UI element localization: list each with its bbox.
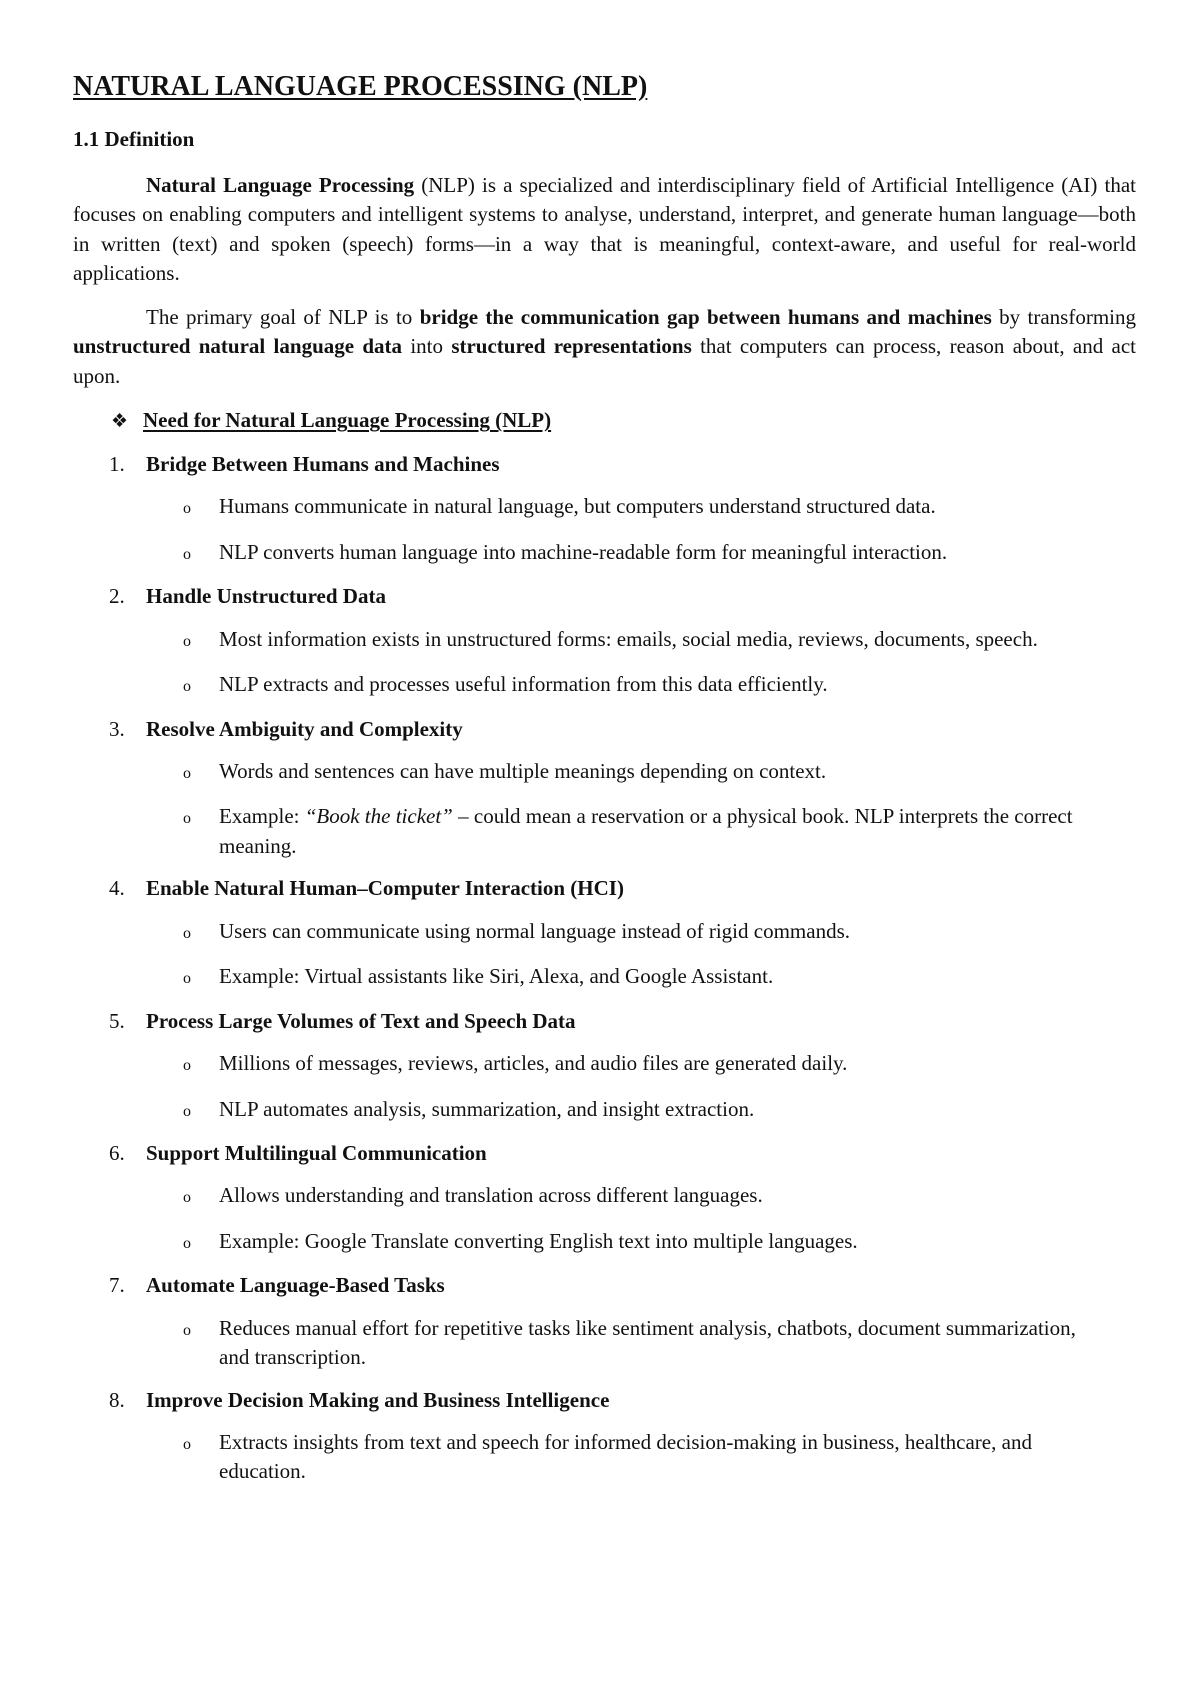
need-item-number: 2. xyxy=(109,584,125,609)
bullet-body: Reduces manual effort for repetitive tasks like sentiment analysis, chatbots, document summarization, and transcription. xyxy=(219,1315,1076,1370)
bullet-text xyxy=(219,538,1136,568)
bullet-item xyxy=(183,1428,1136,1487)
bullet-text xyxy=(219,625,1136,655)
bullet-item xyxy=(183,962,1136,994)
bullet-list xyxy=(73,1314,1136,1373)
bullet-body: Example: Google Translate converting English text into multiple languages. xyxy=(219,1228,858,1253)
need-item-number: 7. xyxy=(109,1273,125,1298)
goal-text-1: The primary goal of NLP is to xyxy=(146,304,420,329)
need-item-title: Automate Language-Based Tasks xyxy=(146,1273,445,1298)
need-item-number: 8. xyxy=(109,1387,125,1412)
circle-bullet-icon: o xyxy=(183,1321,191,1339)
bullet-text xyxy=(219,492,1136,522)
bullet-body: NLP extracts and processes useful information from this data efficiently. xyxy=(219,672,828,697)
bullet-list xyxy=(73,1428,1136,1487)
bullet-text xyxy=(219,802,1136,861)
bullet-text xyxy=(219,1049,1136,1079)
bullet-text xyxy=(219,1181,1136,1211)
bullet-item xyxy=(183,625,1136,657)
need-item-heading xyxy=(109,1387,1136,1414)
bullet-text xyxy=(219,757,1136,787)
bullet-text xyxy=(219,1314,1136,1373)
need-item-title: Support Multilingual Communication xyxy=(146,1141,487,1166)
need-item xyxy=(73,1272,1136,1372)
circle-bullet-icon: o xyxy=(183,1102,191,1120)
need-item-heading xyxy=(109,1008,1136,1035)
need-item-heading xyxy=(109,1272,1136,1299)
bullet-body: Most information exists in unstructured forms: emails, social media, reviews, documents, speech. xyxy=(219,626,1038,651)
bullet-item xyxy=(183,538,1136,570)
need-item-title: Bridge Between Humans and Machines xyxy=(146,452,500,477)
need-item-title: Handle Unstructured Data xyxy=(146,584,386,609)
bullet-item xyxy=(183,1227,1136,1259)
circle-bullet-icon: o xyxy=(183,810,191,828)
definition-lead-term: Natural Language Processing xyxy=(146,172,415,197)
need-item-title: Resolve Ambiguity and Complexity xyxy=(146,716,463,741)
circle-bullet-icon: o xyxy=(183,1435,191,1453)
bullet-body: Humans communicate in natural language, but computers understand structured data. xyxy=(219,494,936,519)
four-diamond-icon: ❖ xyxy=(111,411,129,433)
need-item-heading xyxy=(109,451,1136,478)
bullet-item xyxy=(183,757,1136,789)
need-item-number: 1. xyxy=(109,452,125,477)
bullet-item xyxy=(183,1314,1136,1373)
circle-bullet-icon: o xyxy=(183,545,191,563)
need-item xyxy=(73,716,1136,862)
goal-bold-1: bridge the communication gap between humans and machines xyxy=(419,304,992,329)
circle-bullet-icon: o xyxy=(183,632,191,650)
bullet-body: NLP converts human language into machine-readable form for meaningful interaction. xyxy=(219,539,948,564)
bullet-body: Users can communicate using normal language instead of rigid commands. xyxy=(219,918,850,943)
bullet-item xyxy=(183,1049,1136,1081)
bullet-body: Extracts insights from text and speech for informed decision-making in business, healthcare, and education. xyxy=(219,1429,1032,1484)
bullet-text xyxy=(219,1095,1136,1125)
circle-bullet-icon: o xyxy=(183,924,191,942)
bullet-list xyxy=(73,1049,1136,1126)
bullet-body: – could mean a reservation or a physical book. NLP interprets the correct meaning. xyxy=(219,804,1073,858)
bullet-text xyxy=(219,1428,1136,1487)
bullet-item xyxy=(183,802,1136,861)
need-item-number: 4. xyxy=(109,876,125,901)
need-item-number: 5. xyxy=(109,1008,125,1033)
goal-text-2: by transforming xyxy=(991,304,1136,329)
need-item xyxy=(73,583,1136,701)
bullet-item xyxy=(183,492,1136,524)
need-heading-text: Need for Natural Language Processing (NLP) xyxy=(143,408,552,433)
need-item xyxy=(73,1140,1136,1258)
need-heading xyxy=(111,407,1136,435)
bullet-list xyxy=(73,492,1136,569)
bullet-list xyxy=(73,757,1136,862)
bullet-body: Allows understanding and translation across different languages. xyxy=(219,1183,763,1208)
bullet-list xyxy=(73,917,1136,994)
bullet-list xyxy=(73,625,1136,702)
bullet-text xyxy=(219,917,1136,947)
need-item xyxy=(73,875,1136,993)
bullet-body: Words and sentences can have multiple meanings depending on context. xyxy=(219,758,827,783)
goal-text-4: that computers can process, reason about, and act upon. xyxy=(73,334,1136,388)
need-item-title: Process Large Volumes of Text and Speech Data xyxy=(146,1008,576,1033)
need-item xyxy=(73,1008,1136,1126)
need-item xyxy=(73,1387,1136,1487)
need-item-number: 3. xyxy=(109,716,125,741)
need-list xyxy=(73,451,1136,1487)
goal-bold-2: unstructured natural language data xyxy=(73,334,403,359)
bullet-item xyxy=(183,670,1136,702)
circle-bullet-icon: o xyxy=(183,1189,191,1207)
bullet-body: NLP automates analysis, summarization, and insight extraction. xyxy=(219,1096,755,1121)
need-item-title: Enable Natural Human–Computer Interaction (HCI) xyxy=(146,876,624,901)
circle-bullet-icon: o xyxy=(183,500,191,518)
bullet-body: Example: Virtual assistants like Siri, Alexa, and Google Assistant. xyxy=(219,964,774,989)
bullet-prefix: Example: xyxy=(219,804,305,829)
bullet-item xyxy=(183,917,1136,949)
bullet-text xyxy=(219,670,1136,700)
goal-text-3: into xyxy=(402,334,452,359)
bullet-list xyxy=(73,1181,1136,1258)
circle-bullet-icon: o xyxy=(183,764,191,782)
circle-bullet-icon: o xyxy=(183,678,191,696)
need-item xyxy=(73,451,1136,569)
need-item-heading xyxy=(109,875,1136,902)
definition-paragraph xyxy=(73,171,1136,289)
bullet-item xyxy=(183,1095,1136,1127)
circle-bullet-icon: o xyxy=(183,1057,191,1075)
bullet-body: Millions of messages, reviews, articles, and audio files are generated daily. xyxy=(219,1051,848,1076)
definition-heading: 1.1 Definition xyxy=(73,126,195,151)
goal-bold-3: structured representations xyxy=(451,334,692,359)
bullet-item xyxy=(183,1181,1136,1213)
need-item-heading xyxy=(109,583,1136,610)
bullet-text xyxy=(219,1227,1136,1257)
need-item-title: Improve Decision Making and Business Intelligence xyxy=(146,1387,610,1412)
bullet-italic-example: “Book the ticket” xyxy=(304,804,453,829)
need-item-heading xyxy=(109,716,1136,743)
page-title: NATURAL LANGUAGE PROCESSING (NLP) xyxy=(73,71,648,102)
bullet-text xyxy=(219,962,1136,992)
goal-paragraph xyxy=(73,303,1136,392)
circle-bullet-icon: o xyxy=(183,970,191,988)
need-item-number: 6. xyxy=(109,1141,125,1166)
need-item-heading xyxy=(109,1140,1136,1167)
circle-bullet-icon: o xyxy=(183,1234,191,1252)
definition-body: (NLP) is a specialized and interdisciplinary field of Artificial Intelligence (AI) that focuses on enabling computers and intelligent systems to analyse, understand, interpret, and generate human language—both in written (text) and spoken (speech) forms—in a way that is meaningful, context-aware, and useful for real-world applications. xyxy=(73,172,1136,286)
